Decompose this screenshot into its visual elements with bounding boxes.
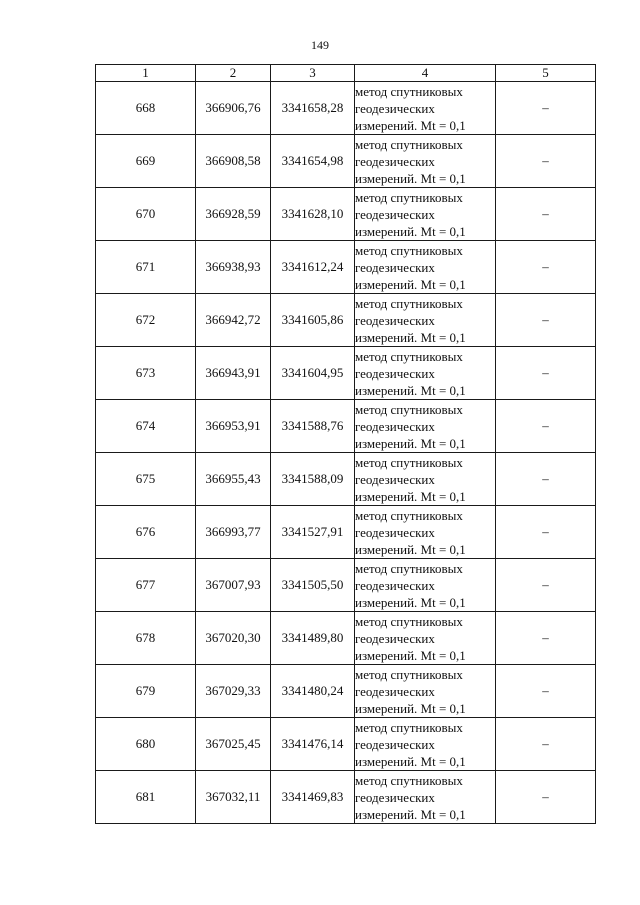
point-number: 669 <box>96 135 196 188</box>
column-5-value: – <box>496 347 596 400</box>
point-number: 673 <box>96 347 196 400</box>
method-line: измерений. Mt = 0,1 <box>355 382 466 398</box>
header-col-2: 2 <box>196 65 271 82</box>
coordinate-y: 3341654,98 <box>271 135 355 188</box>
point-number: 675 <box>96 453 196 506</box>
method-line: геодезических <box>355 418 435 434</box>
coordinate-x: 366993,77 <box>196 506 271 559</box>
method-line: метод спутниковых <box>355 560 463 576</box>
coordinate-y: 3341628,10 <box>271 188 355 241</box>
table-row <box>96 241 596 294</box>
coordinate-y: 3341505,50 <box>271 559 355 612</box>
method-line: измерений. Mt = 0,1 <box>355 488 466 504</box>
method-line: метод спутниковых <box>355 83 463 99</box>
method-description <box>355 241 496 294</box>
column-5-value: – <box>496 559 596 612</box>
table-row <box>96 347 596 400</box>
point-number: 674 <box>96 400 196 453</box>
table-row <box>96 559 596 612</box>
method-line: метод спутниковых <box>355 242 463 258</box>
table-row <box>96 506 596 559</box>
method-line: измерений. Mt = 0,1 <box>355 541 466 557</box>
column-5-value: – <box>496 400 596 453</box>
table-body <box>96 82 596 824</box>
method-line: геодезических <box>355 789 435 805</box>
column-5-value: – <box>496 135 596 188</box>
method-line: измерений. Mt = 0,1 <box>355 647 466 663</box>
coordinate-x: 366943,91 <box>196 347 271 400</box>
coordinate-x: 366953,91 <box>196 400 271 453</box>
coordinate-x: 366908,58 <box>196 135 271 188</box>
method-line: метод спутниковых <box>355 772 463 788</box>
method-line: метод спутниковых <box>355 507 463 523</box>
header-col-5: 5 <box>496 65 596 82</box>
coordinate-x: 366906,76 <box>196 82 271 135</box>
header-col-4: 4 <box>355 65 496 82</box>
table-row <box>96 400 596 453</box>
method-line: метод спутниковых <box>355 348 463 364</box>
method-line: геодезических <box>355 683 435 699</box>
table-row <box>96 612 596 665</box>
coordinate-y: 3341527,91 <box>271 506 355 559</box>
method-description <box>355 188 496 241</box>
table-row <box>96 294 596 347</box>
coordinate-x: 366955,43 <box>196 453 271 506</box>
method-line: метод спутниковых <box>355 401 463 417</box>
method-line: метод спутниковых <box>355 136 463 152</box>
method-line: метод спутниковых <box>355 666 463 682</box>
method-line: измерений. Mt = 0,1 <box>355 700 466 716</box>
point-number: 680 <box>96 718 196 771</box>
table-header <box>96 65 596 82</box>
coordinate-x: 367025,45 <box>196 718 271 771</box>
method-description <box>355 612 496 665</box>
column-5-value: – <box>496 294 596 347</box>
method-line: измерений. Mt = 0,1 <box>355 170 466 186</box>
method-line: метод спутниковых <box>355 719 463 735</box>
coordinate-y: 3341612,24 <box>271 241 355 294</box>
table-row <box>96 135 596 188</box>
method-description <box>355 506 496 559</box>
coordinate-x: 366938,93 <box>196 241 271 294</box>
method-line: геодезических <box>355 577 435 593</box>
method-line: геодезических <box>355 153 435 169</box>
method-description <box>355 453 496 506</box>
coordinate-x: 367007,93 <box>196 559 271 612</box>
column-5-value: – <box>496 718 596 771</box>
point-number: 671 <box>96 241 196 294</box>
column-5-value: – <box>496 82 596 135</box>
point-number: 676 <box>96 506 196 559</box>
coordinate-y: 3341604,95 <box>271 347 355 400</box>
table-row <box>96 453 596 506</box>
point-number: 678 <box>96 612 196 665</box>
coordinate-x: 366928,59 <box>196 188 271 241</box>
method-line: метод спутниковых <box>355 454 463 470</box>
method-description <box>355 665 496 718</box>
coordinate-y: 3341588,09 <box>271 453 355 506</box>
coordinate-x: 367029,33 <box>196 665 271 718</box>
method-line: измерений. Mt = 0,1 <box>355 117 466 133</box>
method-line: измерений. Mt = 0,1 <box>355 276 466 292</box>
column-5-value: – <box>496 453 596 506</box>
method-line: геодезических <box>355 100 435 116</box>
page-number: 149 <box>311 38 329 52</box>
coordinate-y: 3341605,86 <box>271 294 355 347</box>
table-row <box>96 665 596 718</box>
method-line: геодезических <box>355 736 435 752</box>
method-line: измерений. Mt = 0,1 <box>355 329 466 345</box>
method-line: измерений. Mt = 0,1 <box>355 594 466 610</box>
column-5-value: – <box>496 612 596 665</box>
method-line: геодезических <box>355 524 435 540</box>
coordinate-y: 3341489,80 <box>271 612 355 665</box>
coordinate-y: 3341476,14 <box>271 718 355 771</box>
method-description <box>355 294 496 347</box>
method-line: геодезических <box>355 630 435 646</box>
method-line: геодезических <box>355 471 435 487</box>
method-line: геодезических <box>355 365 435 381</box>
column-5-value: – <box>496 506 596 559</box>
coordinate-x: 366942,72 <box>196 294 271 347</box>
coordinate-x: 367032,11 <box>196 771 271 824</box>
method-description <box>355 135 496 188</box>
coordinate-y: 3341480,24 <box>271 665 355 718</box>
method-description <box>355 559 496 612</box>
header-row <box>96 65 596 82</box>
coordinate-y: 3341588,76 <box>271 400 355 453</box>
method-line: геодезических <box>355 206 435 222</box>
method-line: измерений. Mt = 0,1 <box>355 435 466 451</box>
point-number: 677 <box>96 559 196 612</box>
method-line: метод спутниковых <box>355 189 463 205</box>
method-line: метод спутниковых <box>355 295 463 311</box>
column-5-value: – <box>496 188 596 241</box>
point-number: 668 <box>96 82 196 135</box>
column-5-value: – <box>496 771 596 824</box>
method-line: геодезических <box>355 312 435 328</box>
table-row <box>96 82 596 135</box>
point-number: 670 <box>96 188 196 241</box>
method-description <box>355 82 496 135</box>
table-row <box>96 771 596 824</box>
header-col-1: 1 <box>96 65 196 82</box>
point-number: 679 <box>96 665 196 718</box>
method-line: метод спутниковых <box>355 613 463 629</box>
point-number: 672 <box>96 294 196 347</box>
column-5-value: – <box>496 665 596 718</box>
method-line: геодезических <box>355 259 435 275</box>
method-line: измерений. Mt = 0,1 <box>355 753 466 769</box>
coordinate-y: 3341658,28 <box>271 82 355 135</box>
method-description <box>355 718 496 771</box>
coordinate-y: 3341469,83 <box>271 771 355 824</box>
point-number: 681 <box>96 771 196 824</box>
header-col-3: 3 <box>271 65 355 82</box>
method-description <box>355 400 496 453</box>
table-row <box>96 188 596 241</box>
column-5-value: – <box>496 241 596 294</box>
method-description <box>355 347 496 400</box>
coordinates-table <box>95 64 596 824</box>
method-line: измерений. Mt = 0,1 <box>355 223 466 239</box>
table-row <box>96 718 596 771</box>
method-line: измерений. Mt = 0,1 <box>355 806 466 822</box>
method-description <box>355 771 496 824</box>
coordinate-x: 367020,30 <box>196 612 271 665</box>
